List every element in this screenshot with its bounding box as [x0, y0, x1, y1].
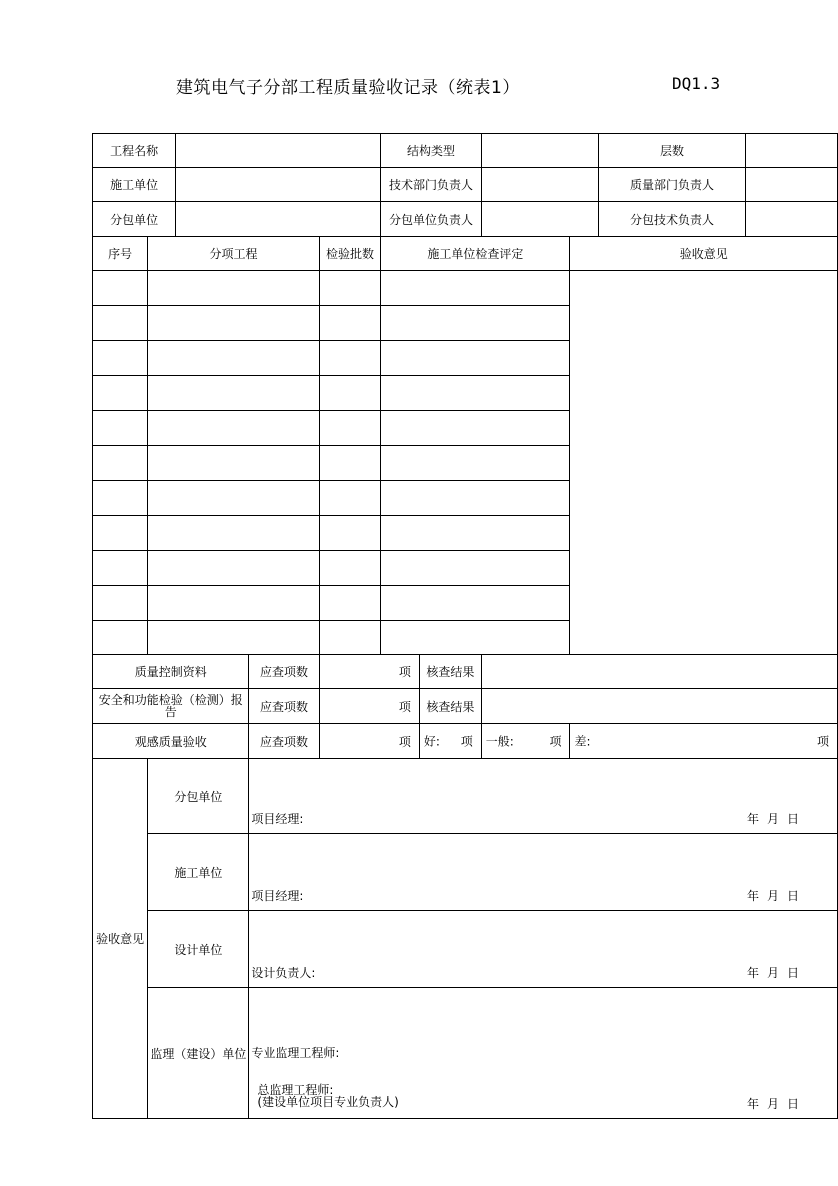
table-row-sub-item[interactable] — [148, 481, 319, 516]
date-label: 年月日 — [746, 812, 807, 826]
col-batches: 检验批数 — [319, 237, 381, 271]
table-row-seq[interactable] — [93, 446, 148, 481]
poor-cell[interactable] — [570, 724, 838, 759]
table-row-evaluation[interactable] — [381, 411, 570, 446]
supervision-sign-cell[interactable] — [249, 988, 838, 1119]
table-row-batches[interactable] — [319, 621, 381, 655]
table-row-sub-item[interactable] — [148, 586, 319, 621]
table-row-sub-item[interactable] — [148, 306, 319, 341]
table-row-batches[interactable] — [319, 341, 381, 376]
table-row-sub-item[interactable] — [148, 411, 319, 446]
safety-report-label: 安全和功能检验（检测）报告 — [93, 689, 249, 724]
table-row-seq[interactable] — [93, 621, 148, 655]
check-result-label: 核查结果 — [419, 689, 481, 724]
subcontract-sign-cell[interactable] — [249, 759, 838, 834]
owner-signer-label: (建设单位项目专业负责人) — [257, 1095, 399, 1109]
date-label: 年月日 — [746, 1097, 807, 1111]
table-row-seq[interactable] — [93, 411, 148, 446]
general-unit: 项 — [549, 734, 562, 749]
check-result-label: 核查结果 — [419, 655, 481, 689]
signer-label: 项目经理: — [251, 812, 304, 826]
table-row-batches[interactable] — [319, 516, 381, 551]
subcontract-tech-head-label: 分包技术负责人 — [599, 202, 745, 237]
quality-dept-head-value[interactable] — [745, 168, 837, 202]
table-row-batches[interactable] — [319, 586, 381, 621]
table-row-evaluation[interactable] — [381, 376, 570, 411]
form-code: DQ1.3 — [672, 74, 721, 93]
good-cell[interactable] — [419, 724, 481, 759]
tech-dept-head-label: 技术部门负责人 — [381, 168, 482, 202]
table-row-seq[interactable] — [93, 516, 148, 551]
project-name-label: 工程名称 — [93, 134, 176, 168]
signer-label: 专业监理工程师: — [251, 1046, 340, 1060]
should-check-label: 应查项数 — [249, 655, 319, 689]
subcontract-head-label: 分包单位负责人 — [381, 202, 482, 237]
table-row-sub-item[interactable] — [148, 516, 319, 551]
date-label: 年月日 — [746, 889, 807, 903]
structure-type-label: 结构类型 — [381, 134, 482, 168]
quality-docs-label: 质量控制资料 — [93, 655, 249, 689]
date-label: 年月日 — [746, 966, 807, 980]
table-row-batches[interactable] — [319, 271, 381, 306]
acceptance-form — [92, 133, 838, 1119]
table-row-evaluation[interactable] — [381, 621, 570, 655]
table-row-evaluation[interactable] — [381, 586, 570, 621]
subcontract-head-value[interactable] — [481, 202, 598, 237]
chief-signer-label: 总监理工程师: — [257, 1083, 334, 1097]
table-row-evaluation[interactable] — [381, 306, 570, 341]
general-cell[interactable] — [481, 724, 570, 759]
good-unit: 项 — [460, 734, 473, 749]
signer-label: 设计负责人: — [251, 966, 316, 980]
chief-signer-block — [257, 1084, 398, 1108]
should-check-label: 应查项数 — [249, 724, 319, 759]
table-row-batches[interactable] — [319, 306, 381, 341]
item-count-cell[interactable]: 项 — [319, 724, 419, 759]
table-row-batches[interactable] — [319, 446, 381, 481]
design-sign-cell[interactable] — [249, 911, 838, 988]
table-row-sub-item[interactable] — [148, 376, 319, 411]
check-result-value[interactable] — [481, 655, 837, 689]
table-row-sub-item[interactable] — [148, 446, 319, 481]
construction-unit-value[interactable] — [176, 168, 381, 202]
table-row-evaluation[interactable] — [381, 446, 570, 481]
design-sign-unit: 设计单位 — [148, 911, 249, 988]
tech-dept-head-value[interactable] — [481, 168, 598, 202]
table-row-sub-item[interactable] — [148, 271, 319, 306]
check-result-value[interactable] — [481, 689, 837, 724]
floors-value[interactable] — [745, 134, 837, 168]
col-sub-item: 分项工程 — [148, 237, 319, 271]
signer-label: 项目经理: — [251, 889, 304, 903]
poor-unit: 项 — [816, 734, 829, 749]
quality-dept-head-label: 质量部门负责人 — [599, 168, 745, 202]
table-row-sub-item[interactable] — [148, 551, 319, 586]
table-row-seq[interactable] — [93, 481, 148, 516]
good-label: 好: — [423, 734, 440, 749]
form-title: 建筑电气子分部工程质量验收记录（统表1） — [176, 78, 520, 98]
appearance-label: 观感质量验收 — [93, 724, 249, 759]
col-evaluation: 施工单位检查评定 — [381, 237, 570, 271]
table-row-seq[interactable] — [93, 586, 148, 621]
item-count-cell[interactable]: 项 — [319, 655, 419, 689]
table-row-evaluation[interactable] — [381, 481, 570, 516]
floors-label: 层数 — [599, 134, 745, 168]
table-row-evaluation[interactable] — [381, 551, 570, 586]
table-row-seq[interactable] — [93, 341, 148, 376]
general-label: 一般: — [485, 734, 514, 749]
table-row-seq[interactable] — [93, 551, 148, 586]
table-row-batches[interactable] — [319, 551, 381, 586]
construction-unit-label: 施工单位 — [93, 168, 176, 202]
opinion-cell[interactable] — [570, 271, 838, 655]
subcontract-unit-value[interactable] — [176, 202, 381, 237]
supervision-sign-unit: 监理（建设）单位 — [148, 988, 249, 1119]
should-check-label: 应查项数 — [249, 689, 319, 724]
col-opinion: 验收意见 — [570, 237, 838, 271]
table-row-batches[interactable] — [319, 376, 381, 411]
subcontract-tech-head-value[interactable] — [745, 202, 837, 237]
table-row-evaluation[interactable] — [381, 341, 570, 376]
acceptance-side-label: 验收意见 — [93, 759, 148, 1119]
col-seq: 序号 — [93, 237, 148, 271]
project-name-value[interactable] — [176, 134, 381, 168]
structure-type-value[interactable] — [481, 134, 598, 168]
subcontract-sign-unit: 分包单位 — [148, 759, 249, 834]
table-row-batches[interactable] — [319, 481, 381, 516]
table-row-batches[interactable] — [319, 411, 381, 446]
poor-label: 差: — [574, 734, 591, 749]
subcontract-unit-label: 分包单位 — [93, 202, 176, 237]
table-row-seq[interactable] — [93, 306, 148, 341]
table-row-evaluation[interactable] — [381, 271, 570, 306]
construction-sign-cell[interactable] — [249, 834, 838, 911]
table-row-evaluation[interactable] — [381, 516, 570, 551]
table-row-sub-item[interactable] — [148, 341, 319, 376]
table-row-seq[interactable] — [93, 271, 148, 306]
item-count-cell[interactable]: 项 — [319, 689, 419, 724]
table-row-sub-item[interactable] — [148, 621, 319, 655]
construction-sign-unit: 施工单位 — [148, 834, 249, 911]
table-row-seq[interactable] — [93, 376, 148, 411]
